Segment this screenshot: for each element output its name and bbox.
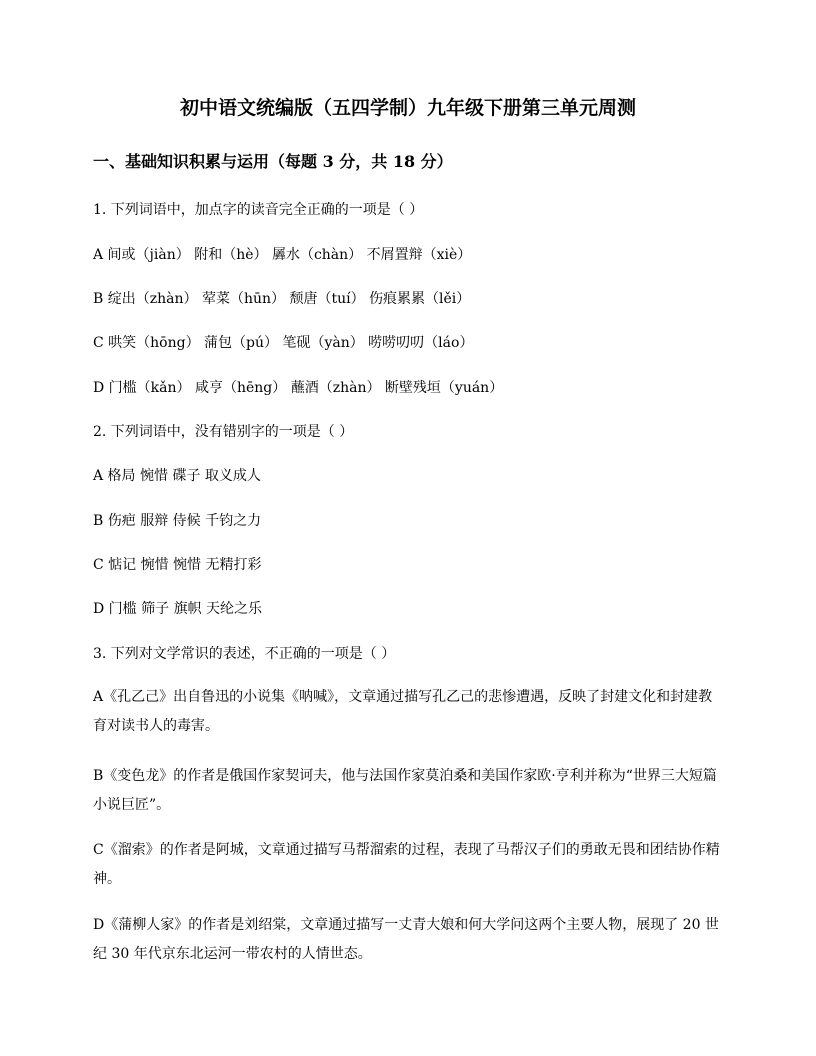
question-2-stem: 2. 下列词语中，没有错别字的一项是（ ） <box>93 424 354 440</box>
question-3-option-a: A《孔乙己》出自鲁迅的小说集《呐喊》，文章通过描写孔乙己的悲惨遭遇，反映了封建文化和封建教育对读书人的毒害。 <box>93 689 713 734</box>
question-1-option-b: B 绽出（zhàn） 荤菜（hūn） 颓唐（tuí） 伤痕累累（lěi） <box>93 291 471 307</box>
question-3-option-b: B《变色龙》的作者是俄国作家契诃夫，他与法国作家莫泊桑和美国作家欧·亨利并称为“世界三大短篇小说巨匠”。 <box>93 768 717 813</box>
question-2-option-d: D 门槛 筛子 旗帜 天纶之乐 <box>93 601 263 617</box>
question-2-option-a: A 格局 惋惜 碟子 取义成人 <box>93 468 261 484</box>
section-heading: 一、基础知识积累与运用（每题 3 分，共 18 分） <box>93 152 453 171</box>
document-title: 初中语文统编版（五四学制）九年级下册第三单元周测 <box>179 97 636 119</box>
question-2-option-c: C 惦记 惋惜 惋惜 无精打彩 <box>93 557 262 573</box>
question-3-stem: 3. 下列对文学常识的表述，不正确的一项是（ ） <box>93 646 396 662</box>
question-1-option-a: A 间或（jiàn） 附和（hè） 羼水（chàn） 不屑置辩（xiè） <box>93 247 472 263</box>
question-1-stem: 1. 下列词语中，加点字的读音完全正确的一项是（ ） <box>93 202 424 218</box>
question-3-option-c: C《溜索》的作者是阿城，文章通过描写马帮溜索的过程，表现了马帮汉子们的勇敢无畏和团结协作精神。 <box>93 842 720 887</box>
question-1-option-d: D 门槛（kǎn） 咸亨（hēng） 蘸酒（zhàn） 断壁残垣（yuán） <box>93 380 504 396</box>
question-2-option-b: B 伤疤 服辩 侍候 千钧之力 <box>93 513 262 529</box>
question-1-option-c: C 哄笑（hōng） 蒲包（pú） 笔砚（yàn） 唠唠叨叨（láo） <box>93 335 474 351</box>
question-3-option-d: D《蒲柳人家》的作者是刘绍棠，文章通过描写一丈青大娘和何大学问这两个主要人物，展现了 20 世纪 30 年代京东北运河一带农村的人情世态。 <box>93 917 719 962</box>
